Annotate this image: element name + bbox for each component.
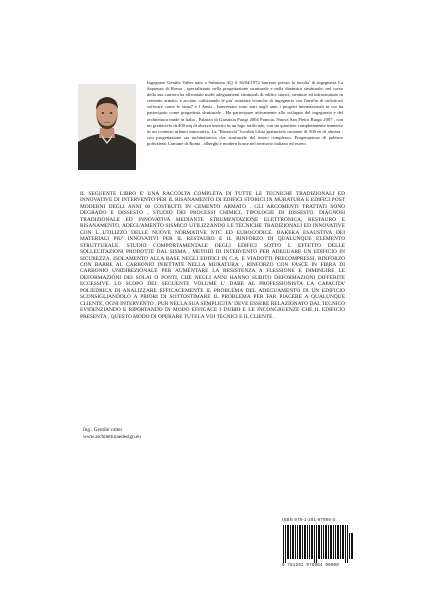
barcode-digits [282, 564, 354, 568]
barcode-number: 9 781291 978964 [282, 564, 323, 568]
book-description: IL SEGUENTE LIBRO E' UNA RACCOLTA COMPLETA DI TUTTE LE TECNICHE TRADIZIONALI ED INNOVATIVE DI INTERVENTO PER IL RISANAMENTO DI EDIFICI STORICI IN MURATURA E EDIFICI POST MODERNI DEGLI ANNI 60 COSTRUITI IN CEMENTO ARMATO . GLI ARGOMENTI TRATTATI SONO DEGRADO E DISSESTO , STUDIO DEI PROCESSI CHIMICI, TIPOLOGIE DI DISSESTO, DIAGNOSI TRADIZIONALE ED INNOVATIVA MEDIANTE STRUMENTAZIONE ELETTRONICA, RESTAURO E RISANAMENTO, ADEGUAMENTO SISMICO UTILIZZANDO LE TECNICHE TRADIZIONALI ED INNOVATIVE CON L UTILIZZO DELLE NUOVE NORMATIVE NTC ED EUROCODICE. BAKEKA ESAUSTIVA DEI MATERIALI PIU' INNOVATIVI PER IL RESTAURO E IL RINFORZO DI QUALUNQUE ELEMENTO STRUTTURALE. STUDIO COMPORTAMENTALE DEGLI EDIFICI SOTTO L EFFETTO DELLE SOLLECITAZIONI PRODOTTE DAL SISMA , METODI DI INTERVENTO PER ADEGUARE UN EDIFICIO IN SICUREZZA, ISOLAMENTO ALLA BASE NEGLI EDIFICI IN C.A. E VIADOTTI PRECOMPRESSI, RINFORZO CON BARRE AL CARBONIO INIETTATE NELLA MURATURA , RINFORZO CON FASCE IN FIBRA DI CARBONIO UNIDIREZIONALE PER AUMENTARE LA RESISTENZA A FLESSIONE E DIMINUIRE LE DEFORMAZIONI DEI SOLAI O PONTI, CHE NEGLI ANNI HANNO SUBITO DEFORMAZIONI DIFFERITE ECCESSIVE. LO SCOPO DEL SEGUENTE VOLUME L' DARE AL PROFESSIONISTA LA CAPACITA' POLIEDRICA DI ANALIZZARE EFFICACEMENTE IL PROBLEMA DEL ADEGUAMENTO DI UN EDIFICIO SCONSIGLIANDOLO A PRIORI DI SOTTOSTIMARE IL PROBLEMA PER FAR PIACERE A QUALUNQUE CLIENTE, OGNI INTERVENTO , PUR NELLA SUA SEMPLICITA' DEVE ESSERE RELAZIONATO DAL TECNICO EVIDENZIANDO E RIPORTANDO IN MODO EFFICACE I DUBBI E LE INCONGRUENZE CHE IL EDIFICIO PRESENTA , QUESTO MODO DI OPERARE TUTELA VOI TECNICI E IL CLIENTE . [80, 191, 345, 320]
barcode-image [282, 525, 354, 563]
author-portrait-image [78, 84, 136, 170]
author-website: www.architetturaedesign.eu [83, 434, 141, 440]
isbn-number: ISBN 978-1-291-97896-4 [282, 517, 336, 522]
price-code: 90000 [325, 564, 339, 568]
author-signature-name: Ing.. Gentile valter [83, 427, 123, 433]
isbn-barcode-block [282, 517, 354, 571]
author-bio: Ingegnere Gentile Valter nato a Sulmona AQ il 16/04/1972 laureato presso la facolta' di ingegneria La Sapienza di Roma , specializzato nella progettazione strutturale e nella dinamica strutturale, nel corso della sua carriera ha affrontato molti adeguamenti strutturali di edifici storici, strutture ed infrastrutture in cemento armato, e acciaio, utilizzando le piu' avanzate tecniche di ingegneria con l'ausilio di sofisticati software come lo strau7 e l Ansis . Interessato sono stati negli anni i progetti internazionali in cui ha partecipato come progettista strutturale . Ha partecipare attivamente allo sviluppo del ingegneria e del architettura made in italia , Palazzo di Giustizia Parigi 2004 Francia. Nuova San Pietro Burgo 2007 , con un grattacielo di 400 mq di altezza inserito in un lago artificiale, con un quartiere completamente immerso in un contesto urbano innovativo, La "Rinascita" località Libia grattacielo ruotante di 500 m di altezza , con progettazione sia architettonica che strutturale del intero complesso. Progettazione di palestre polivalenti Comune di Roma , alberghi e modern house nel territorio italiano ed estero. [147, 80, 343, 146]
author-photo [78, 84, 136, 170]
isbn-label [282, 517, 354, 522]
